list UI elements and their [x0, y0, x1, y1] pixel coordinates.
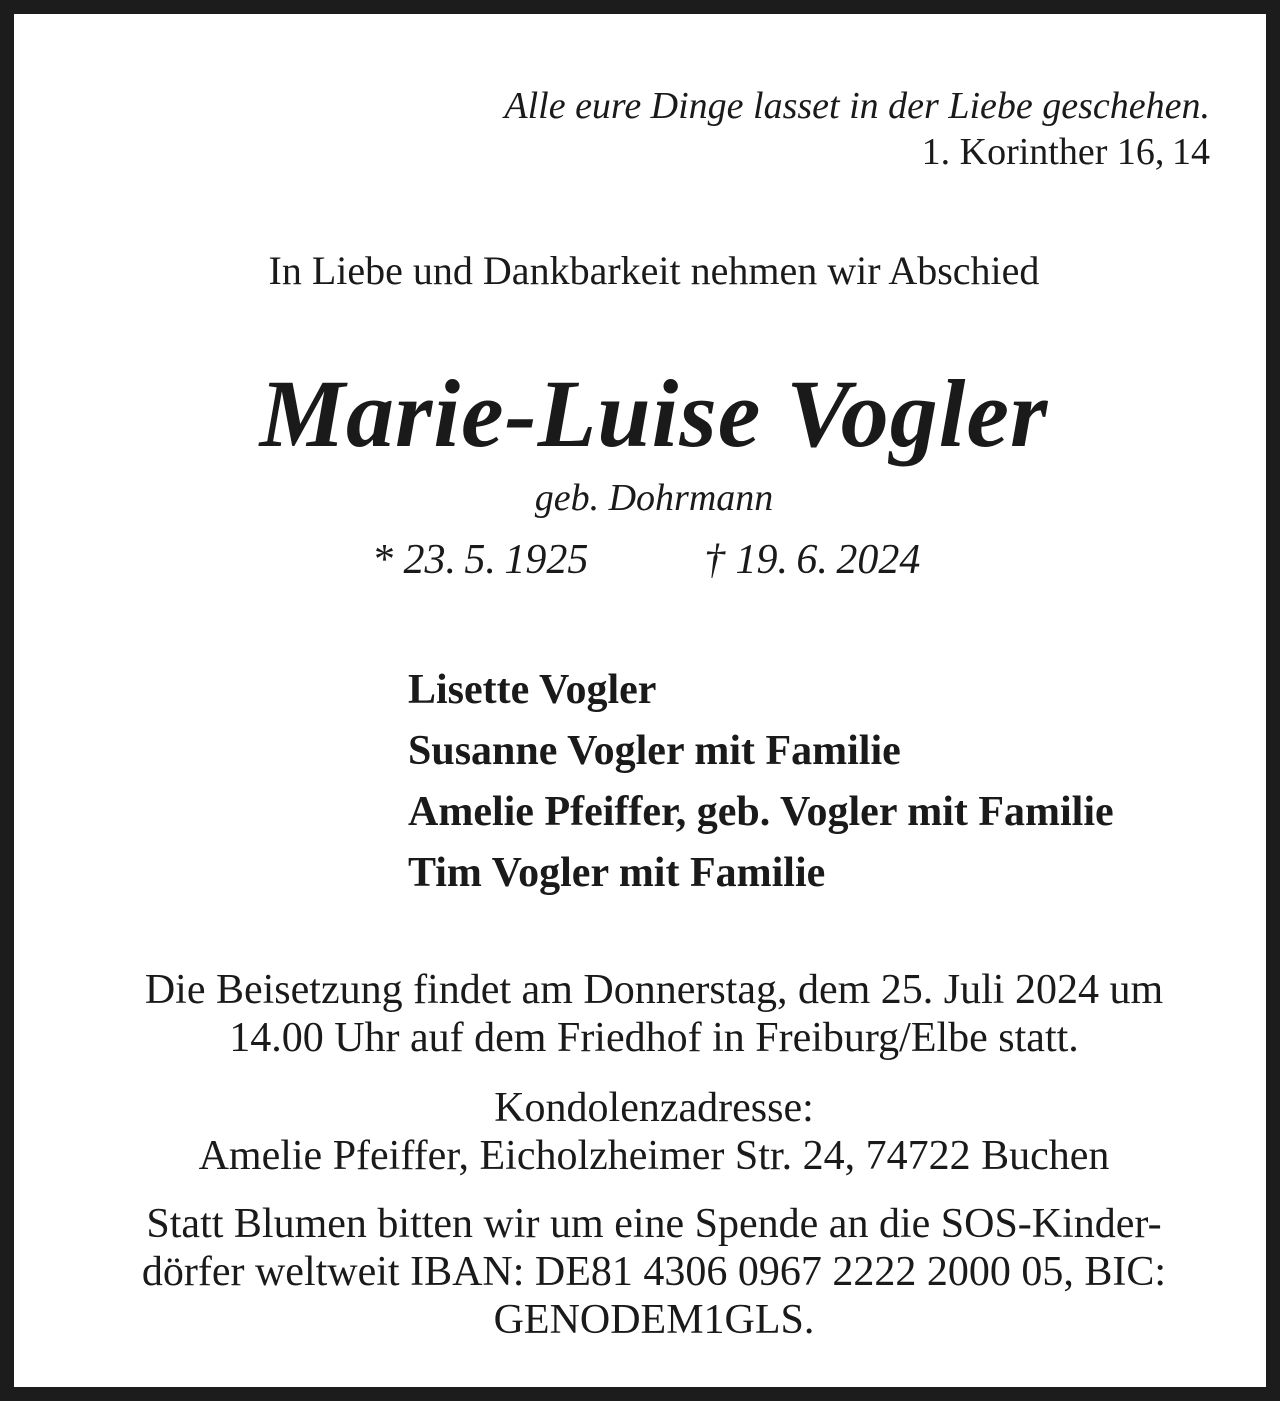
burial-line: Die Beisetzung findet am Donnerstag, dem 25. Juli 2024 um — [144, 967, 1164, 1013]
burial-notice — [14, 966, 1280, 1062]
deceased-name: Marie-Luise Vogler — [259, 360, 1049, 467]
farewell-intro: In Liebe und Dankbarkeit nehmen wir Abschied — [268, 248, 1040, 293]
condolence-label: Kondolenzadresse: — [494, 1085, 814, 1131]
donation-line: Statt Blumen bitten wir um eine Spende an die SOS-Kinder- — [146, 1201, 1162, 1247]
mourner-name: Susanne Vogler mit Familie — [408, 728, 901, 774]
mourners-list — [408, 660, 1114, 904]
mourner-name: Amelie Pfeiffer, geb. Vogler mit Familie — [408, 789, 1114, 835]
donation-line: GENODEM1GLS. — [493, 1297, 815, 1343]
condolence-address-line: Amelie Pfeiffer, Eicholzheimer Str. 24, 74722 Buchen — [198, 1133, 1110, 1179]
birth-date: * 23. 5. 1925 — [372, 537, 589, 583]
bible-quote: Alle eure Dinge lasset in der Liebe geschehen. — [504, 85, 1210, 127]
donation-line: dörfer weltweit IBAN: DE81 4306 0967 2222 2000 05, BIC: — [141, 1249, 1167, 1295]
mourner-name: Lisette Vogler — [408, 667, 657, 713]
death-date: † 19. 6. 2024 — [704, 537, 921, 583]
burial-line: 14.00 Uhr auf dem Friedhof in Freiburg/Elbe statt. — [229, 1015, 1079, 1061]
donation-notice — [14, 1200, 1280, 1344]
mourner-name: Tim Vogler mit Familie — [408, 850, 826, 896]
condolence-address — [14, 1084, 1280, 1180]
birth-name: geb. Dohrmann — [534, 477, 774, 519]
bible-reference: 1. Korinther 16, 14 — [921, 131, 1210, 173]
